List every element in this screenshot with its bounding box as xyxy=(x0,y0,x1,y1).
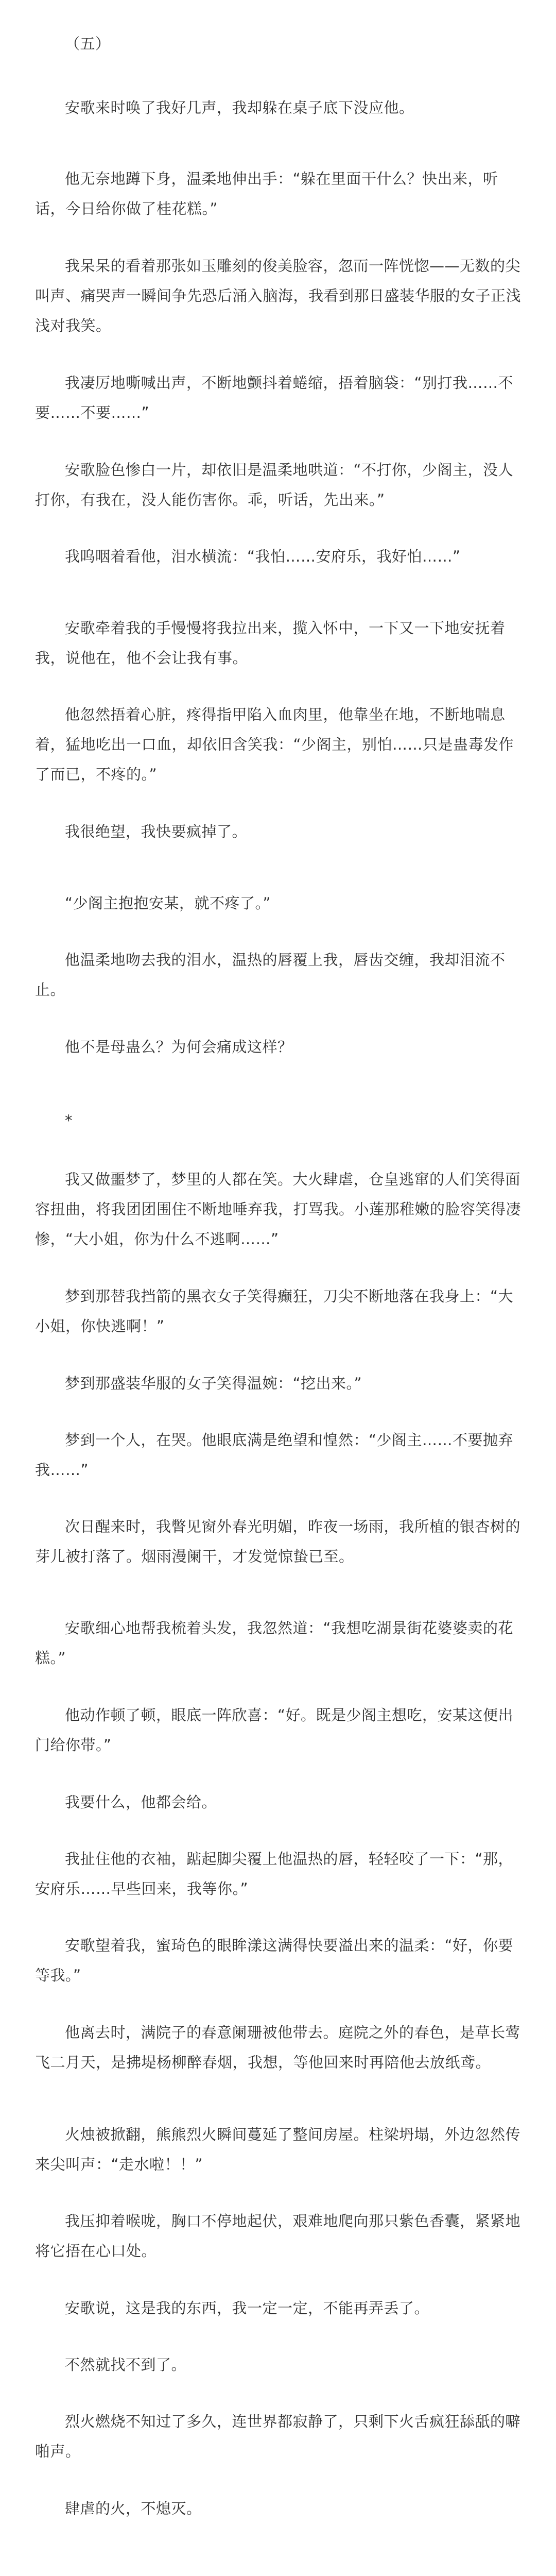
paragraph-28: 烈火燃烧不知过了多久，连世界都寂静了，只剩下火舌疯狂舔舐的噼啪声。 xyxy=(35,2413,521,2460)
paragraph-23: 他离去时，满院子的春意阑珊被他带去。庭院之外的春色，是草长莺飞二月天，是拂堤杨柳醉春烟，我想，等他回来时再陪他去放纸鸢。 xyxy=(35,2024,521,2071)
paragraph-4: 我凄厉地嘶喊出声，不断地颤抖着蜷缩，捂着脑袋：“别打我……不要……不要……” xyxy=(35,374,514,421)
paragraph-17: 次日醒来时，我瞥见窗外春光明媚，昨夜一场雨，我所植的银杏树的芽儿被打落了。烟雨漫阑干，才发觉惊蛰已至。 xyxy=(35,1518,521,1565)
paragraph-2: 他无奈地蹲下身，温柔地伸出手：“躲在里面干什么？快出来，听话，今日给你做了桂花糕。” xyxy=(35,170,498,217)
paragraph-19: 他动作顿了顿，眼底一阵欣喜：“好。既是少阁主想吃，安某这便出门给你带。” xyxy=(35,1706,514,1754)
paragraph-10: “少阁主抱抱安某，就不疼了。” xyxy=(65,894,271,912)
paragraph-1: 安歌来时唤了我好几声，我却躲在桌子底下没应他。 xyxy=(65,99,414,116)
paragraph-15: 梦到那盛装华服的女子笑得温婉：“挖出来。” xyxy=(65,1375,362,1392)
paragraph-21: 我扯住他的衣袖，踮起脚尖覆上他温热的唇，轻轻咬了一下：“那，安府乐……早些回来，我等你。” xyxy=(35,1850,514,1897)
paragraph-18: 安歌细心地帮我梳着头发，我忽然道：“我想吃湖景街花婆婆卖的花糕。” xyxy=(35,1619,514,1667)
paragraph-13: 我又做噩梦了，梦里的人都在笑。大火肆虐，仓皇逃窜的人们笑得面容扭曲，将我团团围住不断地唾弃我，打骂我。小莲那稚嫩的脸容笑得凄惨，“大小姐，你为什么不逃啊……” xyxy=(35,1171,522,1248)
paragraph-24: 火烛被掀翻，熊熊烈火瞬间蔓延了整间房屋。柱梁坍塌，外边忽然传来尖叫声：“走水啦！！” xyxy=(35,2126,521,2173)
section-separator: * xyxy=(65,1112,73,1129)
paragraph-25: 我压抑着喉咙，胸口不停地起伏，艰难地爬向那只紫色香囊，紧紧地将它捂在心口处。 xyxy=(35,2212,521,2260)
paragraph-8: 他忽然捂着心脏，疼得指甲陷入血肉里，他靠坐在地，不断地喘息着，猛地吃出一口血，却依旧含笑我：“少阁主，别怕……只是蛊毒发作了而已，不疼的。” xyxy=(35,706,514,783)
paragraph-5: 安歌脸色惨白一片，却依旧是温柔地哄道：“不打你，少阁主，没人打你，有我在，没人能伤害你。乖，听话，先出来。” xyxy=(35,461,514,509)
paragraph-3: 我呆呆的看着那张如玉雕刻的俊美脸容，忽而一阵恍惚——无数的尖叫声、痛哭声一瞬间争先恐后涌入脑海，我看到那日盛装华服的女子正浅浅对我笑。 xyxy=(35,257,522,334)
chapter-heading: （五） xyxy=(65,35,111,53)
paragraph-9: 我很绝望，我快要疯掉了。 xyxy=(65,823,248,840)
paragraph-12: 他不是母蛊么？为何会痛成这样？ xyxy=(65,1038,293,1056)
paragraph-7: 安歌牵着我的手慢慢将我拉出来，揽入怀中，一下又一下地安抚着我，说他在，他不会让我有事。 xyxy=(35,619,506,667)
paragraph-16: 梦到一个人，在哭。他眼底满是绝望和惶然：“少阁主……不要抛弃我……” xyxy=(35,1431,514,1479)
paragraph-11: 他温柔地吻去我的泪水，温热的唇覆上我，唇齿交缠，我却泪流不止。 xyxy=(35,951,506,998)
paragraph-6: 我呜咽着看他，泪水横流：“我怕……安府乐，我好怕……” xyxy=(65,548,461,565)
paragraph-27: 不然就找不到了。 xyxy=(65,2356,187,2374)
paragraph-26: 安歌说，这是我的东西，我一定一定，不能再弄丢了。 xyxy=(65,2299,430,2317)
paragraph-14: 梦到那替我挡箭的黑衣女子笑得癫狂，刀尖不断地落在我身上：“大小姐，你快逃啊！” xyxy=(35,1287,514,1335)
paragraph-22: 安歌望着我，蜜琦色的眼眸漾这满得快要溢出来的温柔：“好，你要等我。” xyxy=(35,1937,514,1984)
paragraph-20: 我要什么，他都会给。 xyxy=(65,1793,217,1811)
paragraph-29: 肆虐的火，不熄灭。 xyxy=(65,2500,202,2517)
